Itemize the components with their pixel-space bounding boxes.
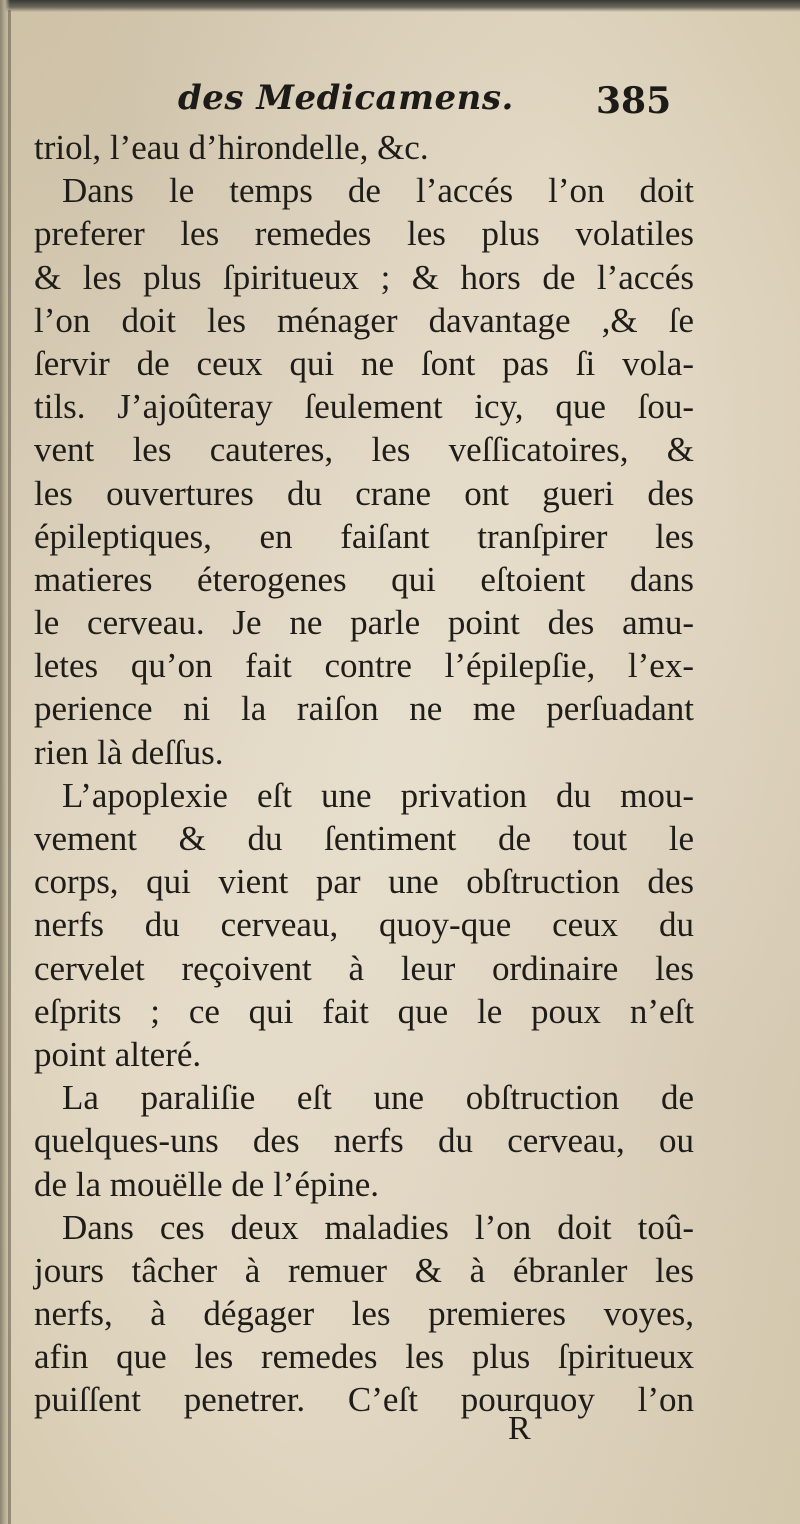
- margin-rule: [8, 10, 11, 1524]
- text-line: le cerveau. Je ne parle point des amu-: [34, 603, 694, 643]
- text-line: afin que les remedes les plus ſpiritueux: [34, 1337, 694, 1377]
- text-line: cervelet reçoivent à leur ordinaire les: [34, 948, 694, 988]
- text-line: l’on doit les ménager davantage ,& ſe: [34, 300, 694, 340]
- page-top-edge: [0, 0, 800, 12]
- signature-mark: R: [508, 1410, 531, 1447]
- text-line: tils. J’ajoûteray ſeulement icy, que ſou-: [34, 387, 694, 427]
- text-line: & les plus ſpiritueux ; & hors de l’accés: [34, 257, 694, 297]
- text-line: vement & du ſentiment de tout le: [34, 819, 694, 858]
- text-line: letes qu’on fait contre l’épilepſie, l’ex-: [34, 646, 694, 686]
- text-line: Dans le temps de l’accés l’on doit: [62, 171, 694, 211]
- text-line: quelques-uns des nerfs du cerveau, ou: [34, 1121, 694, 1161]
- text-line: eſprits ; ce qui fait que le poux n’eſt: [34, 991, 694, 1031]
- text-line: épileptiques, en faiſant tranſpirer les: [34, 516, 694, 556]
- text-line: jours tâcher à remuer & à ébranler les: [34, 1250, 694, 1290]
- text-line: puiſſent penetrer. C’eſt pourquoy l’on: [34, 1380, 694, 1420]
- text-line: nerfs, à dégager les premieres voyes,: [34, 1294, 694, 1334]
- text-line: vent les cauteres, les veſſicatoires, &: [34, 430, 694, 470]
- text-line: point alteré.: [34, 1034, 202, 1074]
- text-line: preferer les remedes les plus volatiles: [34, 214, 694, 254]
- text-line: triol, l’eau d’hirondelle, &c.: [34, 128, 429, 167]
- text-line: nerfs du cerveau, quoy-que ceux du: [34, 905, 694, 945]
- running-head: des Medicamens.: [178, 78, 514, 118]
- page-number: 385: [596, 80, 672, 122]
- body-text: [34, 126, 694, 1422]
- text-line: de la mouëlle de l’épine.: [34, 1164, 379, 1204]
- text-line: corps, qui vient par une obſtruction des: [34, 862, 694, 902]
- text-line: matieres éterogenes qui eſtoient dans: [34, 559, 694, 599]
- page-header: [0, 70, 800, 130]
- text-line: L’apoplexie eſt une privation du mou-: [62, 775, 694, 815]
- text-line: perience ni la raiſon ne me perſuadant: [34, 689, 694, 729]
- text-line: ſervir de ceux qui ne ſont pas ſi vola-: [34, 343, 694, 383]
- text-line: La paraliſie eſt une obſtruction de: [62, 1078, 694, 1118]
- text-line: rien là deſſus.: [34, 732, 224, 772]
- text-line: Dans ces deux maladies l’on doit toû-: [62, 1207, 694, 1247]
- text-line: les ouvertures du crane ont gueri des: [34, 473, 694, 513]
